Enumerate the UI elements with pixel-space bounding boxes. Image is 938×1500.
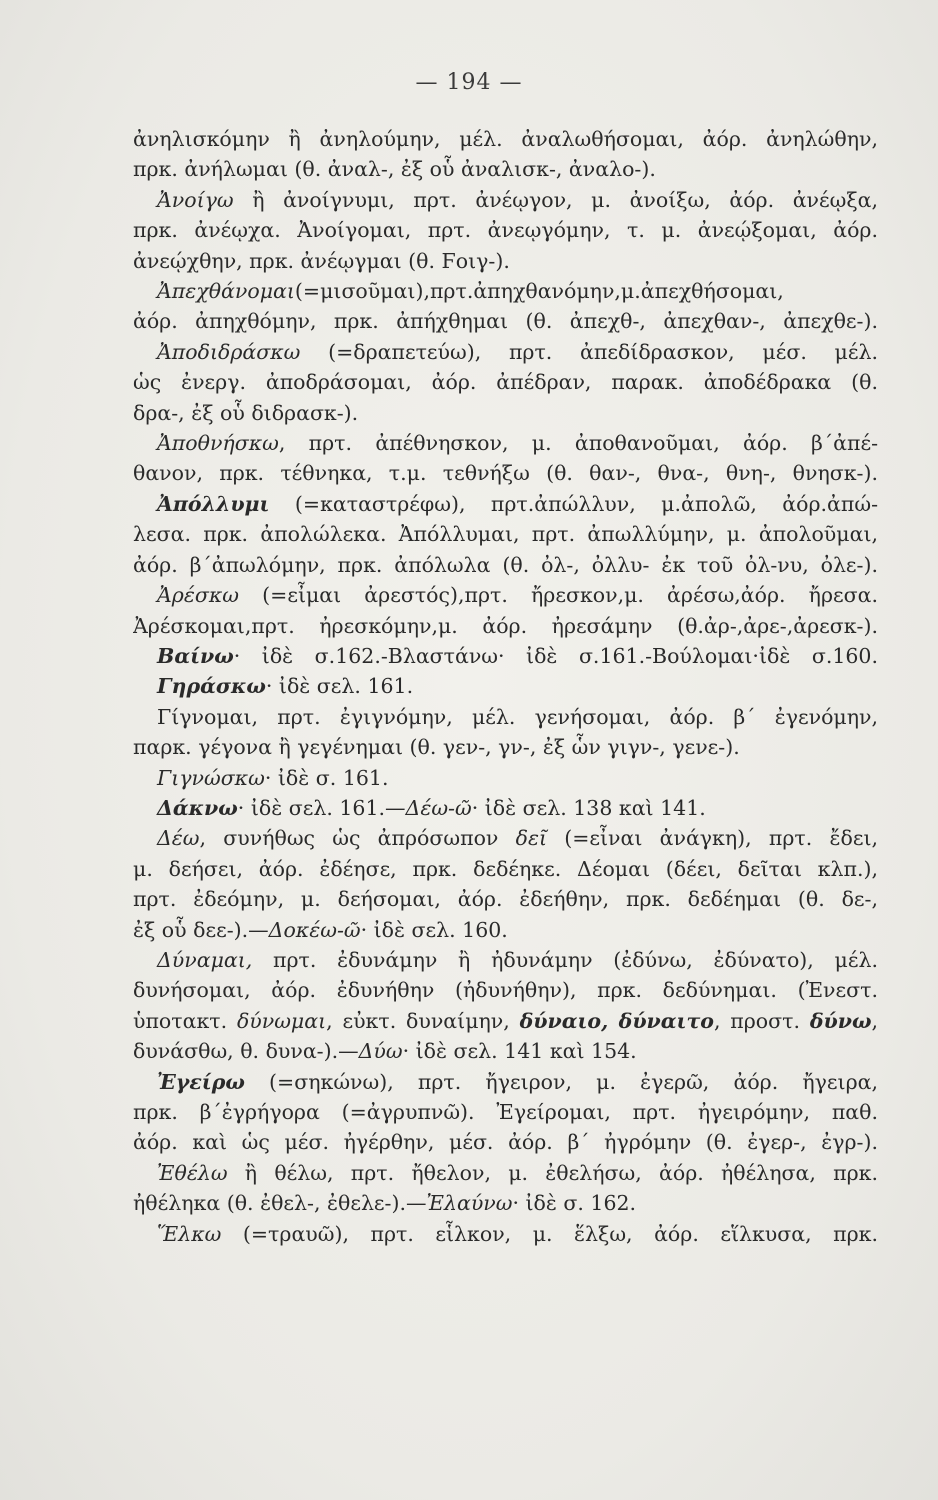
headword: δύνωμαι: [236, 1008, 327, 1033]
text-line: [133, 519, 878, 549]
headword: Δύναμαι,: [157, 947, 253, 972]
text-segment: , εὐκτ. δυναίμην,: [326, 1008, 520, 1033]
headword: Ἀπεχθάνομαι: [157, 279, 295, 304]
text-line: [133, 306, 878, 336]
text-segment: , συνήθως ὡς ἀπρόσωπον: [199, 826, 516, 851]
text-segment: παρκ. γέγονα ἢ γεγένημαι (θ. γεν-, γν-, ἐξ ὧν γιγν-, γενε-).: [133, 735, 740, 760]
text-segment: · ἰδὲ σελ. 138 καὶ 141.: [471, 795, 706, 820]
text-segment: λεσα. πρκ. ἀπολώλεκα. Ἀπόλλυμαι, πρτ. ἀπωλλύμην, μ. ἀπολοῦμαι,: [133, 522, 878, 547]
text-segment: · ἰδὲ σ.162.-Βλαστάνω· ἰδὲ σ.161.-Βούλομαι·ἰδὲ σ.160.: [233, 643, 878, 668]
text-segment: πρκ. ἀνήλωμαι (θ. ἀναλ-, ἐξ οὗ ἀναλισκ-, ἀναλο-).: [133, 157, 656, 182]
headword: Βαίνω: [157, 643, 234, 668]
text-segment: δυνάσθω, θ. δυνα-).—: [133, 1039, 359, 1064]
headword: Γηράσκω: [157, 674, 266, 699]
text-line: [133, 428, 878, 458]
text-line: [133, 732, 878, 762]
text-line: [133, 915, 878, 945]
text-line: [133, 1067, 878, 1097]
text-line: [133, 398, 878, 428]
text-line: [133, 124, 878, 154]
text-line: [133, 276, 878, 306]
text-line: [133, 246, 878, 276]
text-line: [133, 1097, 878, 1127]
text-segment: ἀνηλισκόμην ἢ ἀνηλούμην, μέλ. ἀναλωθήσομαι, ἀόρ. ἀνηλώθην,: [133, 127, 878, 151]
text-line: [133, 641, 878, 671]
text-segment: πρτ. ἐδεόμην, μ. δεήσομαι, ἀόρ. ἐδεήθην, πρκ. δεδέημαι (θ. δε-,: [133, 887, 878, 912]
text-segment: πρκ. β΄ἐγρήγορα (=ἀγρυπνῶ). Ἐγείρομαι, πρτ. ἠγειρόμην, παθ.: [133, 1100, 878, 1124]
text-segment: πρτ. ἐδυνάμην ἢ ἠδυνάμην (ἐδύνω, ἐδύνατο), μέλ.: [252, 947, 878, 972]
text-line: [133, 215, 878, 245]
text-line: [133, 185, 878, 215]
text-segment: , προστ.: [713, 1008, 810, 1033]
text-segment: Γίγνομαι, πρτ. ἐγιγνόμην, μέλ. γενήσομαι, ἀόρ. β΄ ἐγενόμην,: [157, 704, 878, 729]
text-segment: , πρτ. ἀπέθνησκον, μ. ἀποθανοῦμαι, ἀόρ. β΄ἀπέ-: [278, 431, 878, 456]
text-line: [133, 367, 878, 397]
text-line: [133, 1158, 878, 1188]
headword: Δάκνω: [157, 795, 238, 820]
text-line: [133, 671, 878, 701]
text-segment: (=μισοῦμαι),πρτ.ἀπηχθανόμην,μ.ἀπεχθήσομαι,: [294, 279, 784, 304]
text-segment: ἢ ἀνοίγνυμι, πρτ. ἀνέῳγον, μ. ἀνοίξω, ἀόρ. ἀνέῳξα,: [233, 187, 878, 212]
text-segment: (=καταστρέφω), πρτ.ἀπώλλυν, μ.ἀπολῶ, ἀόρ.ἀπώ-: [269, 491, 878, 516]
text-segment: ὑποτακτ.: [133, 1008, 237, 1033]
headword: Δέω-ῶ: [405, 795, 472, 820]
headword: Ἐγείρω: [157, 1069, 245, 1094]
text-line: [133, 884, 878, 914]
text-line: [133, 793, 878, 823]
headword: Ἀποθνήσκω: [157, 431, 279, 456]
text-segment: (=εἶναι ἀνάγκη), πρτ. ἔδει,: [547, 826, 878, 851]
text-line: [133, 763, 878, 793]
text-segment: (=σηκώνω), πρτ. ἤγειρον, μ. ἐγερῶ, ἀόρ. ἤγειρα,: [244, 1069, 878, 1094]
text-line: [133, 702, 878, 732]
text-segment: θανον, πρκ. τέθνηκα, τ.μ. τεθνήξω (θ. θαν-, θνα-, θνη-, θνησκ-).: [133, 461, 878, 486]
text-segment: (=δραπετεύω), πρτ. ἀπεδίδρασκον, μέσ. μέλ.: [300, 339, 878, 364]
text-line: [133, 945, 878, 975]
text-line: [133, 854, 878, 884]
headword: Γιγνώσκω: [157, 765, 265, 790]
text-line: [133, 1006, 878, 1036]
text-segment: · ἰδὲ σελ. 161.: [265, 674, 414, 699]
text-segment: ἀνεῴχθην, πρκ. ἀνέῳγμαι (θ. Ϝοιγ-).: [133, 248, 510, 273]
headword: δεῖ: [515, 826, 547, 851]
text-segment: πρκ. ἀνέῳχα. Ἀνοίγομαι, πρτ. ἀνεῳγόμην, τ. μ. ἀνεῴξομαι, ἀόρ.: [133, 218, 878, 243]
text-segment: (=εἶμαι ἀρεστός),πρτ. ἤρεσκον,μ. ἀρέσω,ἀόρ. ἤρεσα.: [239, 583, 878, 608]
text-line: [133, 1219, 878, 1249]
headword: Ἀρέσκω: [157, 583, 240, 608]
text-line: [133, 1127, 878, 1157]
text-segment: ἀόρ. ἀπηχθόμην, πρκ. ἀπήχθημαι (θ. ἀπεχθ-, ἀπεχθαν-, ἀπεχθε-).: [133, 309, 878, 334]
text-segment: δυνήσομαι, ἀόρ. ἐδυνήθην (ἠδυνήθην), πρκ. δεδύνημαι. (Ἐνεστ.: [133, 978, 878, 1003]
headword: Ἀπόλλυμι: [157, 491, 270, 516]
text-segment: ἐξ οὗ δεε-).—: [133, 917, 269, 942]
text-line: [133, 489, 878, 519]
text-segment: · ἰδὲ σελ. 160.: [360, 917, 508, 942]
text-segment: ἠθέληκα (θ. ἐθελ-, ἐθελε-).—: [133, 1191, 427, 1216]
headword: Ἀποδιδράσκω: [157, 339, 301, 364]
text-segment: ἀόρ. β΄ἀπωλόμην, πρκ. ἀπόλωλα (θ. ὀλ-, ὀλλυ- ἐκ τοῦ ὀλ-νυ, ὀλε-).: [133, 552, 878, 577]
text-line: [133, 1188, 878, 1218]
text-line: [133, 823, 878, 853]
text-segment: · ἰδὲ σελ. 141 καὶ 154.: [402, 1039, 637, 1064]
text-segment: ἢ θέλω, πρτ. ἤθελον, μ. ἐθελήσω, ἀόρ. ἠθέλησα, πρκ.: [227, 1160, 878, 1185]
headword: Ἐλαύνω: [426, 1191, 513, 1216]
page-number: — 194 —: [415, 70, 523, 95]
headword: Ἕλκω: [157, 1221, 222, 1246]
text-line: [133, 154, 878, 184]
text-segment: · ἰδὲ σελ. 161.—: [237, 795, 406, 820]
text-segment: ὡς ἐνεργ. ἀποδράσομαι, ἀόρ. ἀπέδραν, παρακ. ἀποδέδρακα (θ.: [133, 370, 878, 395]
text-segment: (=τραυῶ), πρτ. εἷλκον, μ. ἕλξω, ἀόρ. εἵλκυσα, πρκ.: [221, 1221, 878, 1246]
text-line: [133, 580, 878, 610]
text-segment: ἀόρ. καὶ ὡς μέσ. ἠγέρθην, μέσ. ἀόρ. β΄ ἠγρόμην (θ. ἐγερ-, ἐγρ-).: [133, 1130, 878, 1155]
text-line: [133, 458, 878, 488]
lexicon-text: [133, 124, 878, 1249]
headword: δύναιο, δύναιτο: [519, 1008, 714, 1033]
text-line: [133, 337, 878, 367]
headword: δύνω: [809, 1008, 872, 1033]
text-line: [133, 611, 878, 641]
text-segment: · ἰδὲ σ. 162.: [512, 1191, 637, 1216]
text-segment: · ἰδὲ σ. 161.: [264, 765, 389, 790]
text-segment: δρα-, ἐξ οὗ διδρασκ-).: [133, 400, 359, 425]
text-segment: Ἀρέσκομαι,πρτ. ἠρεσκόμην,μ. ἀόρ. ἠρεσάμην (θ.ἀρ-,ἀρε-,ἀρεσκ-).: [133, 613, 878, 638]
headword: Ἀνοίγω: [157, 187, 234, 212]
text-line: [133, 550, 878, 580]
text-line: [133, 975, 878, 1005]
headword: Ἐθέλω: [157, 1160, 228, 1185]
text-line: [133, 1036, 878, 1066]
headword: Δύω: [358, 1039, 403, 1064]
headword: Δέω: [157, 826, 200, 851]
text-segment: ,: [871, 1008, 878, 1033]
headword: Δοκέω-ῶ: [268, 917, 361, 942]
text-segment: μ. δεήσει, ἀόρ. ἐδέησε, πρκ. δεδέηκε. Δέομαι (δέει, δεῖται κλπ.),: [133, 856, 878, 881]
